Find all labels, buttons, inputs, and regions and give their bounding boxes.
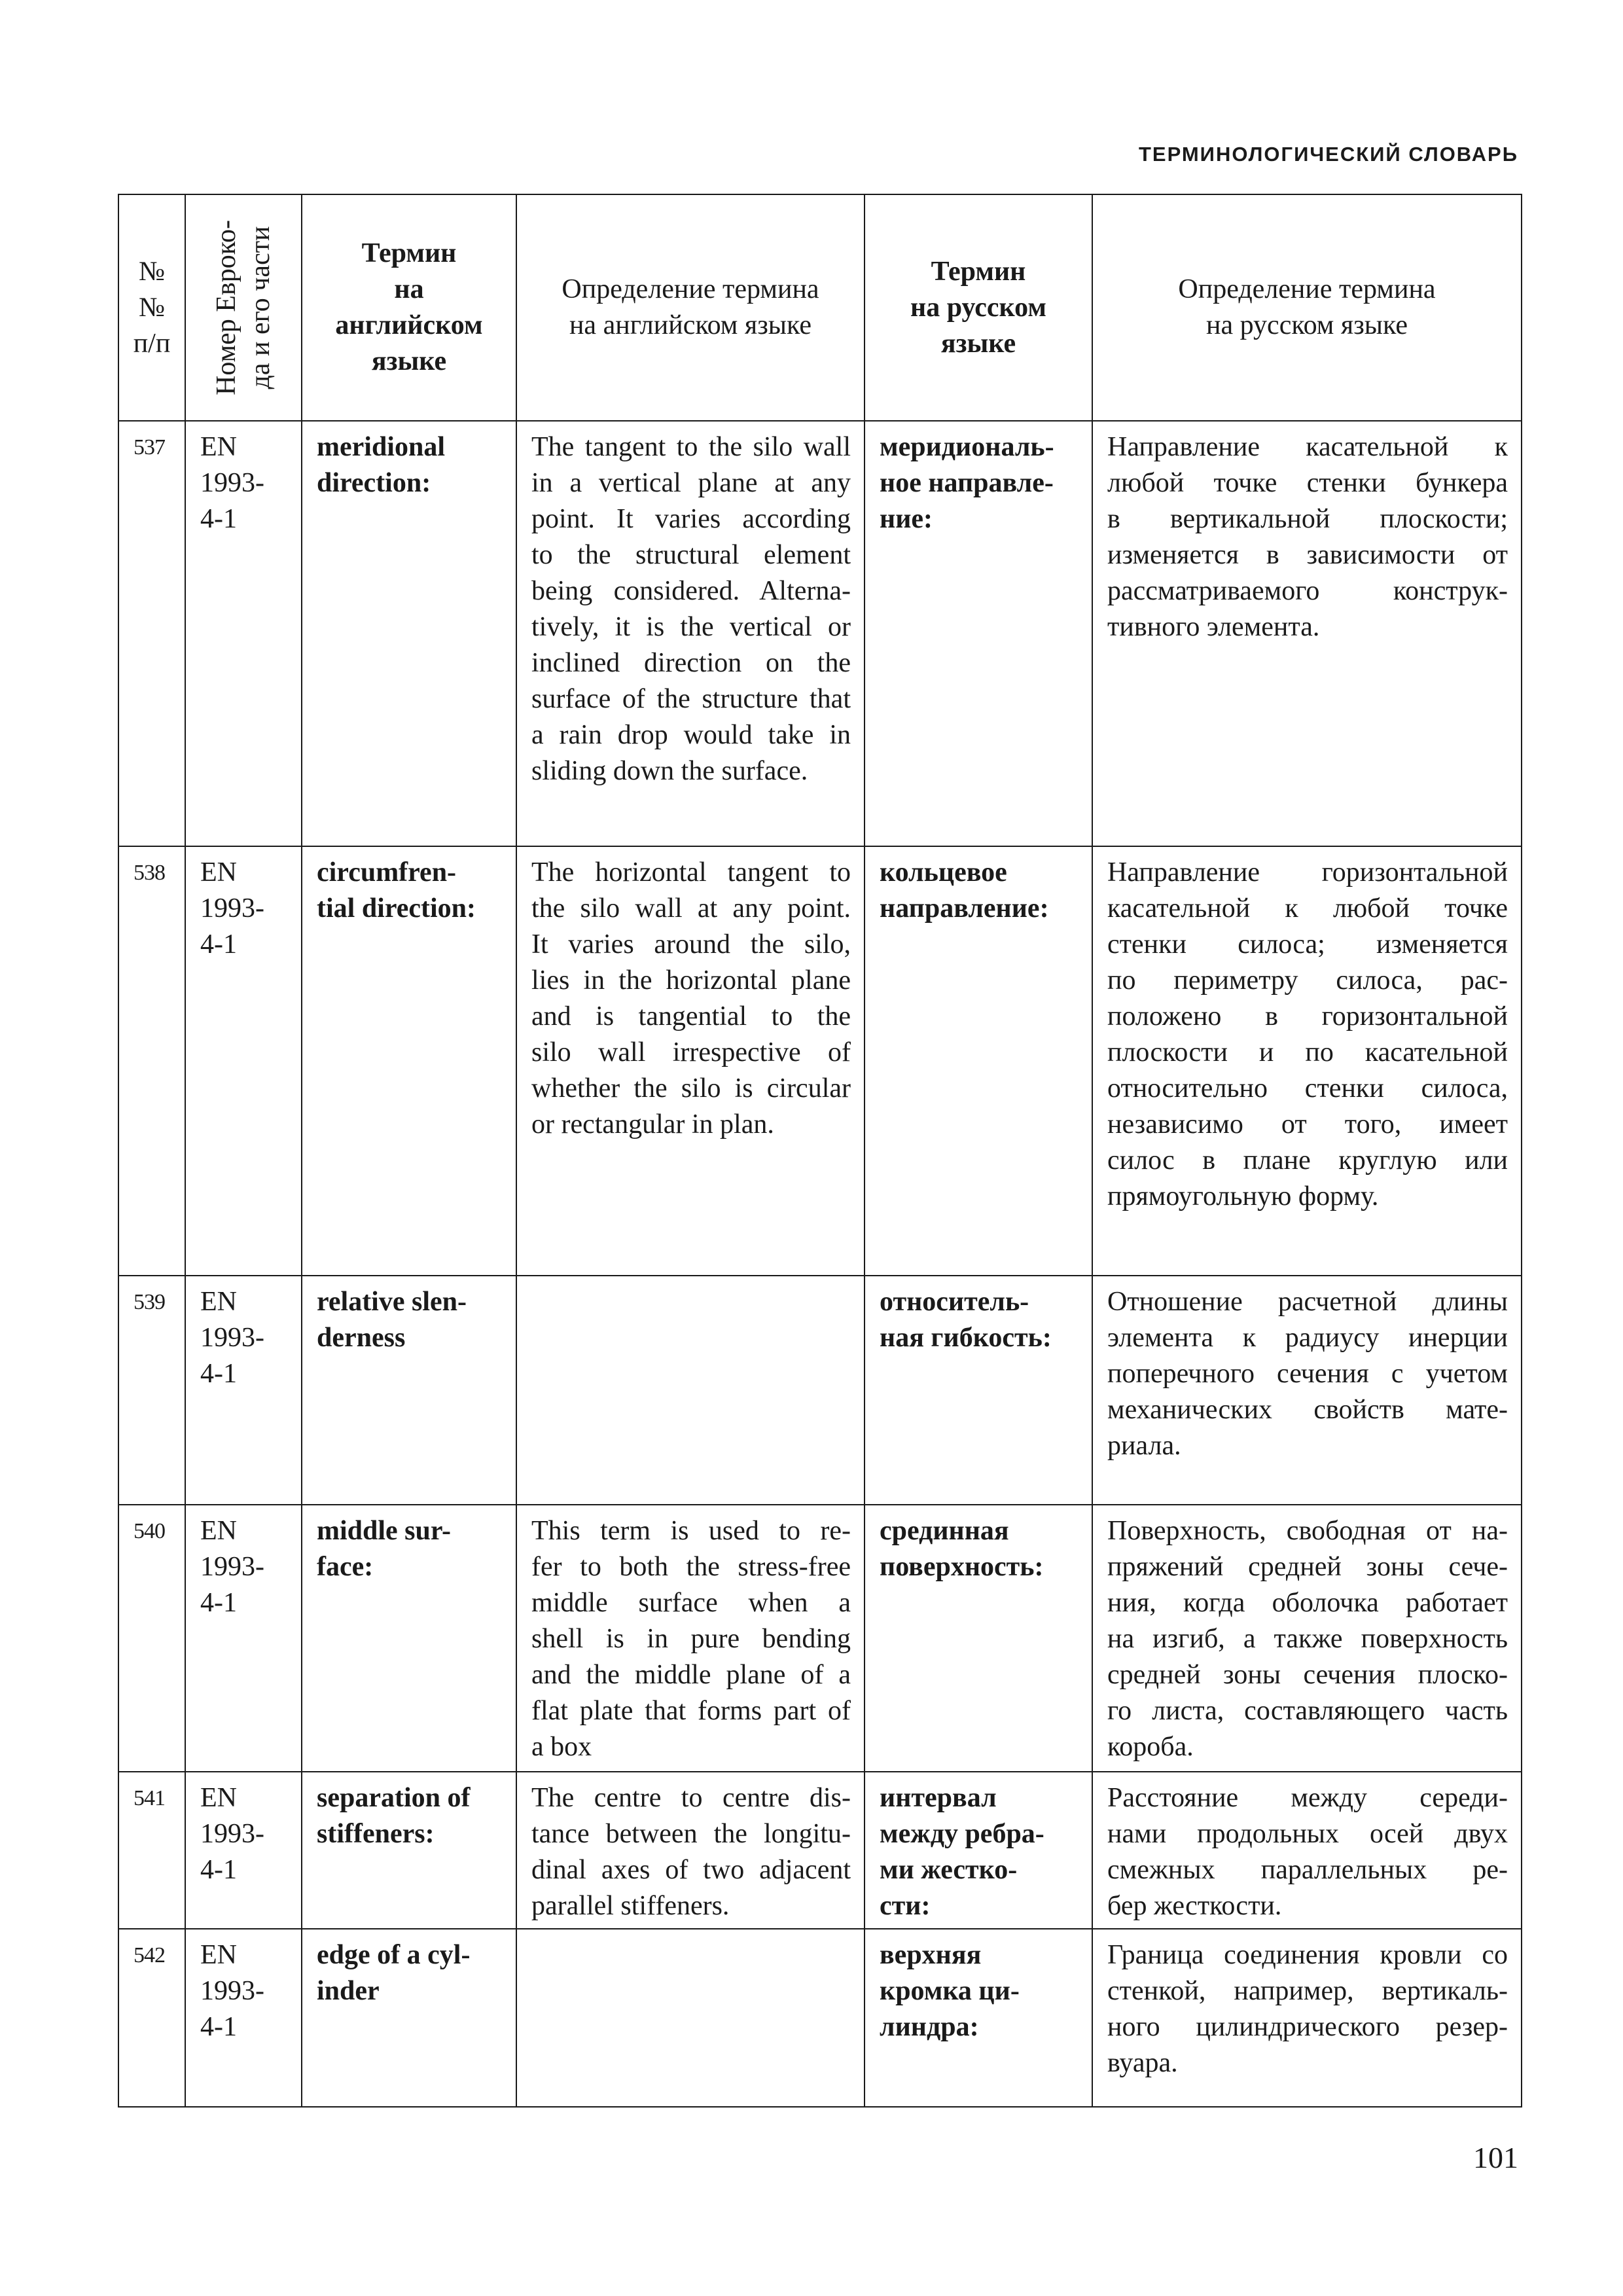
eurocode-part-line: 1993- <box>200 1552 264 1582</box>
english-definition-line: silo wall irrespective of <box>531 1037 851 1067</box>
russian-definition-line: любой точке стенки бункера <box>1107 468 1508 498</box>
english-definition-line: or rectangular in plan. <box>531 1109 774 1139</box>
russian-definition-cell <box>1092 1772 1522 1929</box>
eurocode-part-line: 4-1 <box>200 929 237 960</box>
russian-definition-line: Поверхность, свободная от на- <box>1107 1516 1508 1546</box>
english-term-line: relative slen- <box>317 1287 467 1317</box>
running-head: ТЕРМИНОЛОГИЧЕСКИЙ СЛОВАРЬ <box>1138 143 1518 166</box>
english-definition-cell <box>516 1505 865 1772</box>
russian-term-line: меридиональ- <box>880 432 1054 462</box>
table-row <box>118 846 1522 1276</box>
eurocode-part-cell <box>185 846 302 1276</box>
entry-number-cell: 540 <box>118 1505 185 1772</box>
english-term-line: direction: <box>317 468 431 498</box>
entry-number-cell: 537 <box>118 421 185 846</box>
eurocode-part-line: 4-1 <box>200 2012 237 2042</box>
russian-term-line: кромка ци- <box>880 1976 1020 2006</box>
english-definition-line: tively, it is the vertical or <box>531 612 851 642</box>
russian-definition-line: стенкой, например, вертикаль- <box>1107 1976 1508 2006</box>
english-definition-line: shell is in pure bending <box>531 1624 851 1654</box>
english-definition-line: lies in the horizontal plane <box>531 965 851 996</box>
entry-number-cell: 539 <box>118 1276 185 1505</box>
russian-definition-line: пряжений средней зоны сече- <box>1107 1552 1508 1582</box>
english-term-cell <box>302 1772 516 1929</box>
entry-number-cell: 542 <box>118 1929 185 2107</box>
russian-definition-cell <box>1092 846 1522 1276</box>
russian-definition-line: вуара. <box>1107 2048 1178 2078</box>
eurocode-part-line: 1993- <box>200 1819 264 1849</box>
header-en-term-line: языке <box>371 346 447 376</box>
page-number: 101 <box>1473 2141 1518 2174</box>
russian-term-line: ное направле- <box>880 468 1054 498</box>
glossary-rows <box>118 421 1522 2107</box>
english-definition-line: and the middle plane of a <box>531 1660 851 1690</box>
russian-definition-line: Направление горизонтальной <box>1107 857 1508 888</box>
eurocode-part-line: 4-1 <box>200 1588 237 1618</box>
russian-definition-cell <box>1092 421 1522 846</box>
english-term-line: derness <box>317 1323 406 1353</box>
russian-definition-line: положено в горизонтальной <box>1107 1001 1508 1031</box>
table-row <box>118 1929 1522 2107</box>
table-row <box>118 1276 1522 1505</box>
table-row <box>118 421 1522 846</box>
russian-definition-line: ного цилиндрического резер- <box>1107 2012 1508 2042</box>
english-definition-line: a rain drop would take in <box>531 720 851 750</box>
eurocode-part-cell <box>185 1276 302 1505</box>
english-term-line: inder <box>317 1976 380 2006</box>
english-definition-line: the silo wall at any point. <box>531 893 851 924</box>
header-num <box>118 194 185 421</box>
russian-definition-line: смежных параллельных ре- <box>1107 1855 1508 1885</box>
english-definition-line: parallel stiffeners. <box>531 1891 730 1921</box>
russian-term-cell <box>865 1772 1092 1929</box>
russian-term-cell <box>865 421 1092 846</box>
russian-term-cell <box>865 1505 1092 1772</box>
russian-term-line: направление: <box>880 893 1049 924</box>
english-term-cell <box>302 1505 516 1772</box>
russian-definition-line: в вертикальной плоскости; <box>1107 504 1508 534</box>
russian-term-line: линдра: <box>880 2012 979 2042</box>
english-term-line: tial direction: <box>317 893 476 924</box>
eurocode-part-line: EN <box>200 1783 237 1813</box>
russian-definition-line: Направление касательной к <box>1107 432 1508 462</box>
russian-definition-line: на изгиб, а также поверхность <box>1107 1624 1508 1654</box>
english-definition-line: point. It varies according <box>531 504 851 534</box>
english-definition-line: flat plate that forms part of <box>531 1696 851 1726</box>
english-definition-line: surface of the structure that <box>531 684 851 714</box>
russian-term-line: сти: <box>880 1891 931 1921</box>
english-term-line: circumfren- <box>317 857 457 888</box>
russian-definition-line: плоскости и по касательной <box>1107 1037 1508 1067</box>
english-definition-line: a box <box>531 1732 592 1762</box>
russian-term-line: ние: <box>880 504 933 534</box>
english-definition-line: The centre to centre dis- <box>531 1783 851 1813</box>
eurocode-part-cell <box>185 1929 302 2107</box>
russian-definition-line: го листа, составляющего часть <box>1107 1696 1508 1726</box>
header-en-def <box>516 194 865 421</box>
russian-definition-line: ния, когда оболочка работает <box>1107 1588 1508 1618</box>
english-definition-line: tance between the longitu- <box>531 1819 851 1849</box>
header-num-line: №№ <box>138 256 166 323</box>
russian-definition-cell <box>1092 1276 1522 1505</box>
entry-number-cell: 538 <box>118 846 185 1276</box>
eurocode-part-line: 1993- <box>200 1976 264 2006</box>
eurocode-part-cell <box>185 1505 302 1772</box>
header-ru-term-line: Термин <box>931 256 1026 287</box>
russian-term-line: ная гибкость: <box>880 1323 1052 1353</box>
eurocode-part-cell <box>185 1772 302 1929</box>
eurocode-part-line: EN <box>200 432 237 462</box>
english-term-cell <box>302 421 516 846</box>
russian-term-line: кольцевое <box>880 857 1007 888</box>
table-row <box>118 1505 1522 1772</box>
english-definition-line: being considered. Alterna- <box>531 576 851 606</box>
eurocode-part-line: 1993- <box>200 1323 264 1353</box>
russian-definition-line: короба. <box>1107 1732 1194 1762</box>
english-term-cell <box>302 1929 516 2107</box>
eurocode-part-line: EN <box>200 857 237 888</box>
english-definition-line: middle surface when a <box>531 1588 851 1618</box>
russian-term-line: интервал <box>880 1783 997 1813</box>
russian-definition-line: независимо от того, имеет <box>1107 1109 1508 1139</box>
english-definition-line: in a vertical plane at any <box>531 468 851 498</box>
header-en-term-line: Термин <box>361 238 457 268</box>
english-definition-line: and is tangential to the <box>531 1001 851 1031</box>
russian-definition-line: касательной к любой точке <box>1107 893 1508 924</box>
russian-definition-line: относительно стенки силоса, <box>1107 1073 1508 1103</box>
header-ru-def <box>1092 194 1522 421</box>
russian-definition-line: прямоугольную форму. <box>1107 1181 1379 1211</box>
glossary-table <box>118 194 1522 2108</box>
russian-definition-line: механических свойств мате- <box>1107 1395 1508 1425</box>
russian-definition-cell <box>1092 1505 1522 1772</box>
russian-definition-line: средней зоны сечения плоско- <box>1107 1660 1508 1690</box>
header-en-term-line: на <box>394 274 424 304</box>
eurocode-part-line: 1993- <box>200 468 264 498</box>
russian-definition-line: риала. <box>1107 1431 1181 1461</box>
eurocode-part-line: EN <box>200 1940 237 1970</box>
eurocode-part-cell <box>185 421 302 846</box>
header-eurocode-line: да и его части <box>245 226 276 389</box>
header-num-line: п/п <box>133 328 171 359</box>
table-row <box>118 1772 1522 1929</box>
english-term-line: face: <box>317 1552 374 1582</box>
eurocode-part-line: EN <box>200 1516 237 1546</box>
russian-term-line: между ребра- <box>880 1819 1044 1849</box>
russian-term-line: поверхность: <box>880 1552 1044 1582</box>
russian-definition-line: силос в плане круглую или <box>1107 1145 1508 1175</box>
english-definition-cell <box>516 846 865 1276</box>
header-ru-def-line: Определение термина <box>1178 274 1436 304</box>
russian-definition-line: Расстояние между середи- <box>1107 1783 1508 1813</box>
header-en-term-line: английском <box>335 310 483 340</box>
english-definition-line: to the structural element <box>531 540 851 570</box>
header-eurocode <box>185 194 302 421</box>
eurocode-part-line: 4-1 <box>200 1855 237 1885</box>
english-term-line: separation of <box>317 1783 471 1813</box>
header-eurocode-line: Номер Еврoко- <box>211 220 241 395</box>
english-definition-line: sliding down the surface. <box>531 756 808 786</box>
header-ru-term-line: на русском <box>910 292 1046 323</box>
russian-definition-line: стенки силоса; изменяется <box>1107 929 1508 960</box>
russian-term-cell <box>865 1929 1092 2107</box>
russian-term-line: срединная <box>880 1516 1009 1546</box>
russian-definition-line: рассматриваемого конструк- <box>1107 576 1508 606</box>
english-definition-cell <box>516 1276 865 1505</box>
entry-number-cell: 541 <box>118 1772 185 1929</box>
header-row <box>118 194 1522 421</box>
header-ru-term <box>865 194 1092 421</box>
eurocode-part-line: 1993- <box>200 893 264 924</box>
russian-definition-line: тивного элемента. <box>1107 612 1320 642</box>
eurocode-part-line: 4-1 <box>200 1359 237 1389</box>
russian-definition-line: по периметру силоса, рас- <box>1107 965 1508 996</box>
russian-definition-line: поперечного сечения с учетом <box>1107 1359 1508 1389</box>
russian-definition-line: нами продольных осей двух <box>1107 1819 1508 1849</box>
russian-term-line: верхняя <box>880 1940 982 1970</box>
russian-definition-cell <box>1092 1929 1522 2107</box>
english-definition-cell <box>516 1772 865 1929</box>
english-definition-line: It varies around the silo, <box>531 929 851 960</box>
eurocode-part-line: EN <box>200 1287 237 1317</box>
russian-term-line: ми жестко- <box>880 1855 1018 1885</box>
header-en-def-line: Определение термина <box>562 274 819 304</box>
russian-definition-line: Отношение расчетной длины <box>1107 1287 1508 1317</box>
header-ru-def-line: на русском языке <box>1205 310 1408 340</box>
english-definition-line: dinal axes of two adjacent <box>531 1855 851 1885</box>
english-definition-line: whether the silo is circular <box>531 1073 851 1103</box>
english-definition-line: fer to both the stress-free <box>531 1552 851 1582</box>
english-term-cell <box>302 846 516 1276</box>
header-ru-term-line: языке <box>940 328 1016 359</box>
eurocode-part-line: 4-1 <box>200 504 237 534</box>
russian-definition-line: элемента к радиусу инерции <box>1107 1323 1508 1353</box>
russian-term-cell <box>865 846 1092 1276</box>
russian-term-line: относитель- <box>880 1287 1029 1317</box>
english-term-line: stiffeners: <box>317 1819 435 1849</box>
english-definition-line: The tangent to the silo wall <box>531 432 851 462</box>
english-definition-cell <box>516 1929 865 2107</box>
english-term-line: middle sur- <box>317 1516 451 1546</box>
english-definition-line: This term is used to re- <box>531 1516 851 1546</box>
russian-definition-line: изменяется в зависимости от <box>1107 540 1508 570</box>
english-term-line: meridional <box>317 432 445 462</box>
english-definition-line: The horizontal tangent to <box>531 857 851 888</box>
english-definition-line: inclined direction on the <box>531 648 851 678</box>
russian-definition-line: Граница соединения кровли со <box>1107 1940 1508 1970</box>
english-term-cell <box>302 1276 516 1505</box>
russian-definition-line: бер жесткости. <box>1107 1891 1282 1921</box>
english-definition-cell <box>516 421 865 846</box>
header-en-term <box>302 194 516 421</box>
english-term-line: edge of a cyl- <box>317 1940 471 1970</box>
russian-term-cell <box>865 1276 1092 1505</box>
header-en-def-line: на английском языке <box>569 310 812 340</box>
